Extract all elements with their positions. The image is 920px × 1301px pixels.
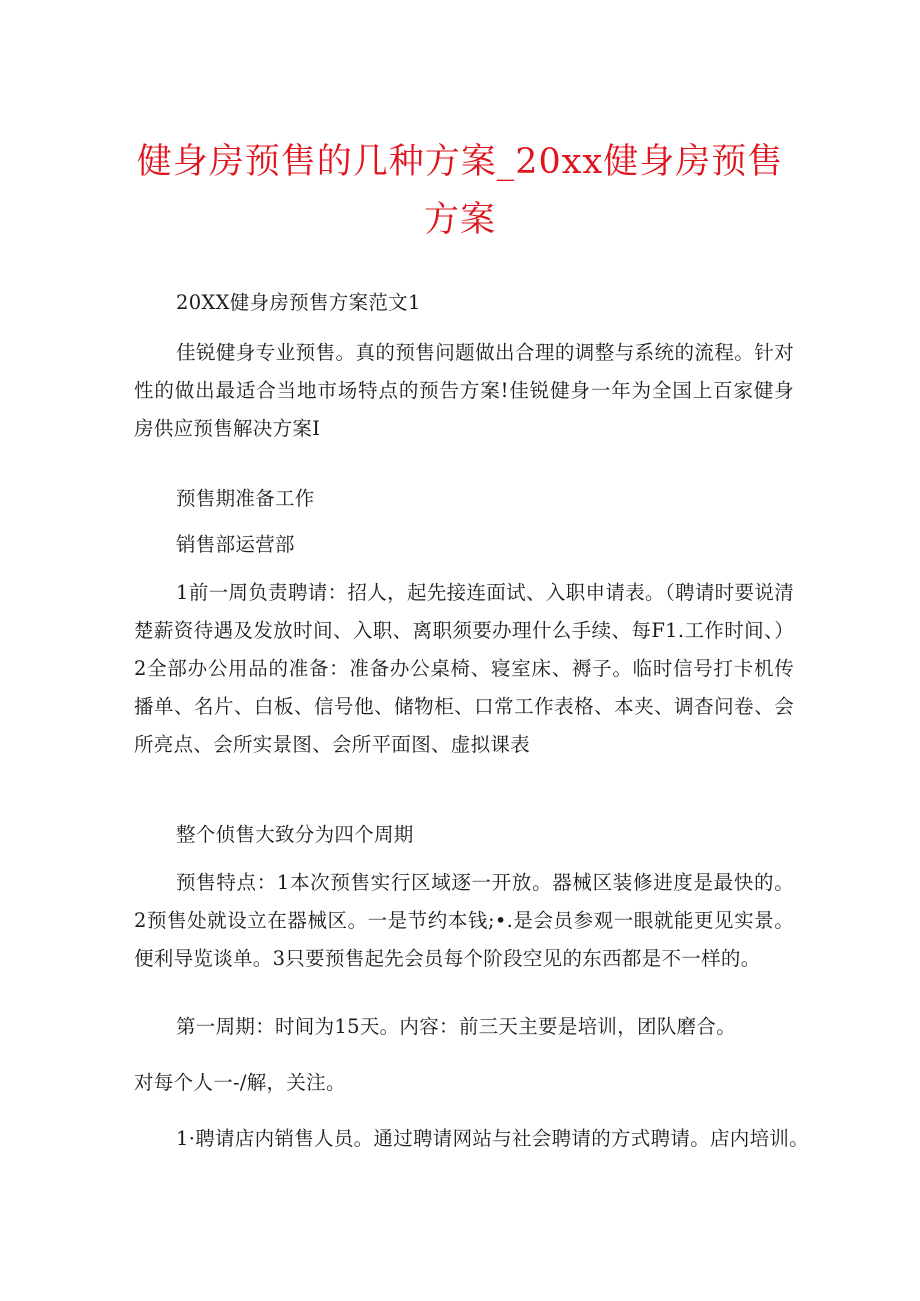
- paragraph-attention: 对每个人一-/解，关注。: [134, 1071, 346, 1094]
- paragraph-features: 预售特点：1本次预售实行区域逐一开放。器械区装修进度是最快的。2预售处就设立在器械区。一是节约本钱;•.是会员参观一眼就能更见实景。便利导览谈单。3只要预售起先会员每个阶段空见的东西都是不一样的。: [134, 871, 794, 970]
- paragraph-department: 销售部运营部: [176, 533, 295, 556]
- paragraph-first-period: 第一周期：时间为15天。内容：前三天主要是培训，团队磨合。: [176, 1015, 737, 1038]
- document-title: 健身房预售的几种方案_20xx健身房预售方案: [136, 142, 784, 240]
- paragraph-hiring: 1·聘请店内销售人员。通过聘请网站与社会聘请的方式聘请。店内培训。: [176, 1127, 810, 1150]
- paragraph-recruitment: 1前一周负责聘请：招人，起先接连面试、入职申请表。（聘请时要说清楚薪资待遇及发放时间、入职、离职须要办理什么手续、每F1.工作时间、）2全部办公用品的准备：准备办公桌椅、寝室床、褥子。临时信号打卡机传播单、名片、白板、信号他、储物柜、口常工作表格、本夹、调杳问卷、会所亮点、会所实景图、会所平面图、虚拟课表: [134, 581, 794, 756]
- paragraph-section-heading: 预售期准备工作: [176, 487, 315, 510]
- paragraph-intro: 佳锐健身专业预售。真的预售问题做出合理的调整与系统的流程。针对性的做出最适合当地市场特点的预告方案!佳锐健身一年为全国上百家健身房供应预售解决方案I: [134, 341, 794, 440]
- paragraph-periods: 整个侦售大致分为四个周期: [176, 823, 414, 846]
- paragraph-heading: 20XX健身房预售方案范文1: [176, 291, 421, 314]
